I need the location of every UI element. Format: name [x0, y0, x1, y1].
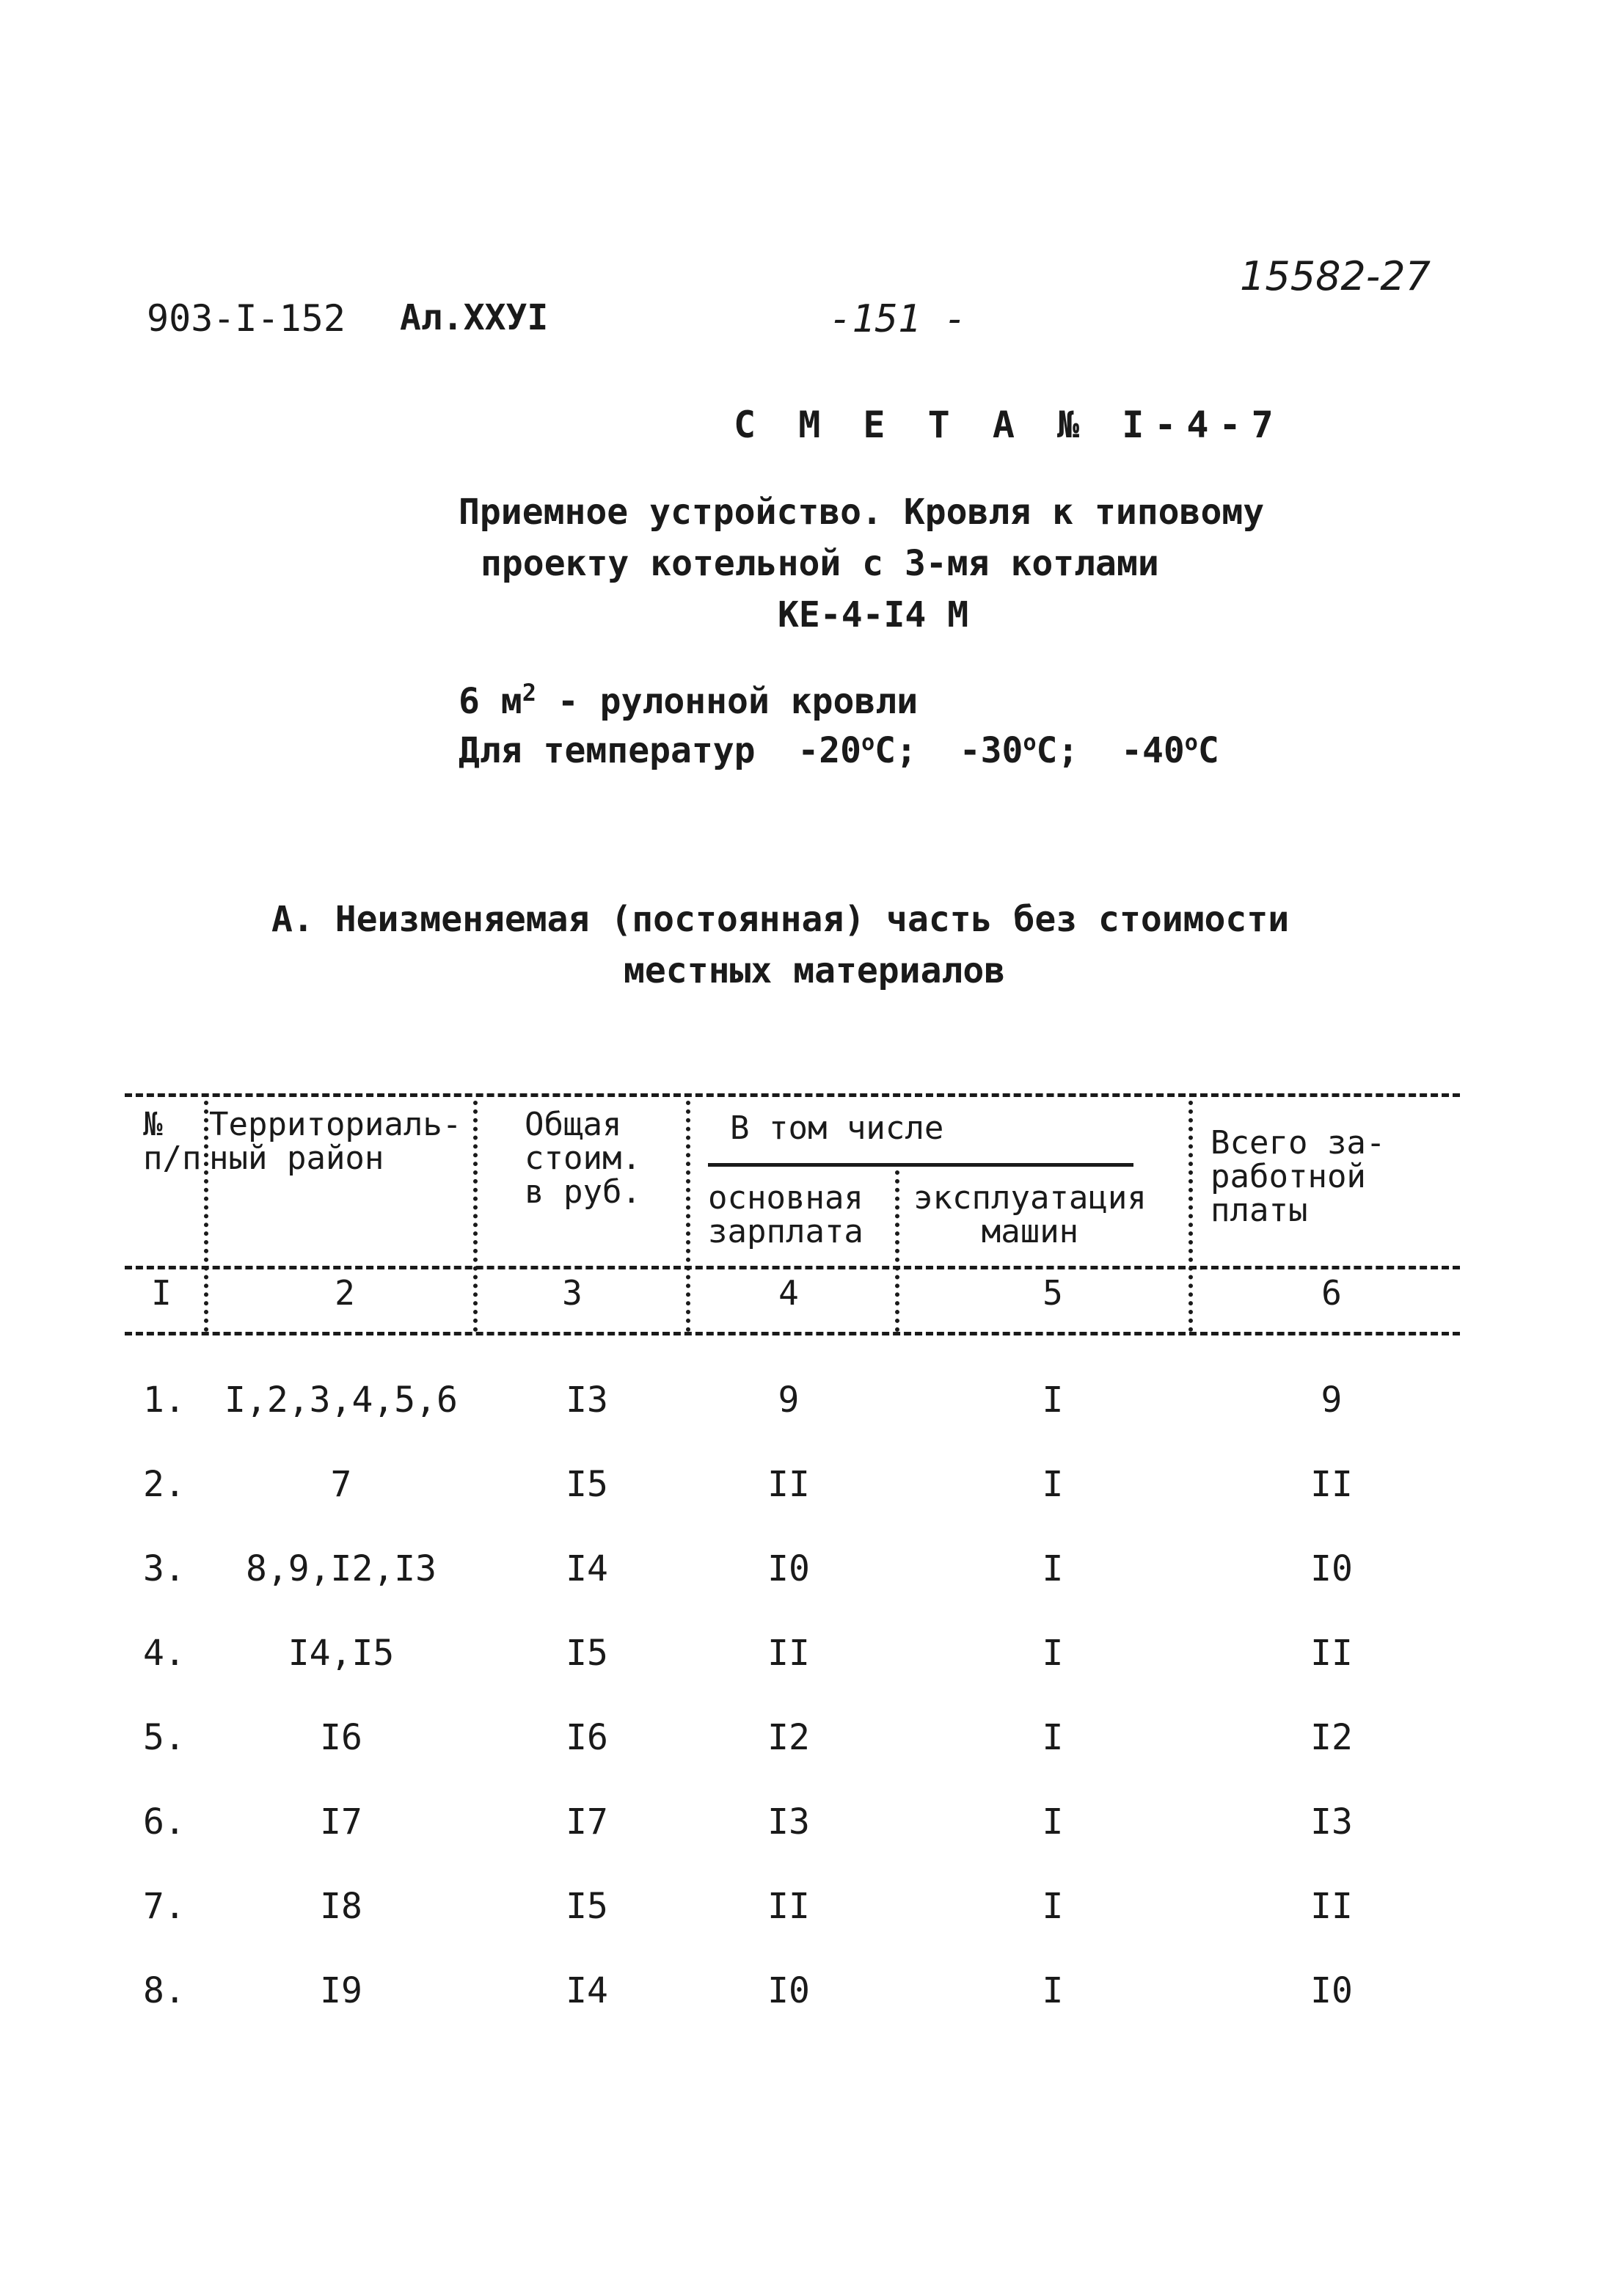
degree-mark-3: о — [1184, 730, 1198, 756]
group-header-rule — [708, 1163, 1133, 1167]
total-cost: I4 — [566, 1548, 608, 1589]
area-superscript: 2 — [522, 679, 536, 707]
region: I8 — [320, 1886, 362, 1927]
header-col3 — [525, 1108, 641, 1209]
total-wages: II — [1310, 1886, 1353, 1927]
temperature-2: -30 — [959, 730, 1023, 771]
col-separator-3 — [686, 1101, 690, 1332]
total-wages: I2 — [1310, 1717, 1353, 1758]
total-wages: II — [1310, 1633, 1353, 1674]
header-col3-line3: в руб. — [525, 1173, 641, 1211]
basic-salary: II — [767, 1633, 810, 1674]
total-cost: I5 — [566, 1886, 608, 1927]
area-line — [459, 679, 918, 722]
header-col5-line1: эксплуатация — [913, 1179, 1147, 1217]
header-col4 — [708, 1181, 863, 1249]
column-number-1: I — [151, 1273, 172, 1313]
region: I6 — [320, 1717, 362, 1758]
basic-salary: I3 — [767, 1801, 810, 1843]
row-number: 7. — [143, 1886, 186, 1927]
section-heading-line-1: А. Неизменяемая (постоянная) часть без стоимости — [271, 899, 1290, 940]
region: 7 — [330, 1464, 352, 1505]
header-col1-line2: п/п — [143, 1140, 202, 1177]
description-line-3: КЕ-4-I4 М — [778, 594, 969, 635]
header-col6-line2: работной — [1211, 1158, 1366, 1195]
row-number: 4. — [143, 1633, 186, 1674]
column-number-4: 4 — [778, 1273, 799, 1313]
col-separator-5 — [1188, 1101, 1193, 1332]
total-cost: I5 — [566, 1464, 608, 1505]
total-wages: 9 — [1321, 1380, 1343, 1421]
description-line-1: Приемное устройство. Кровля к типовому — [459, 492, 1265, 533]
header-col5-line2: машин — [981, 1213, 1079, 1250]
basic-salary: II — [767, 1886, 810, 1927]
basic-salary: 9 — [778, 1380, 800, 1421]
header-bottom-rule — [125, 1266, 1460, 1269]
machine-operation: I — [1042, 1970, 1064, 2011]
header-col4-line2: зарплата — [708, 1213, 863, 1250]
basic-salary: II — [767, 1464, 810, 1505]
row-number: 2. — [143, 1464, 186, 1505]
document-title: С М Е Т А № I-4-7 — [734, 404, 1284, 446]
region: I7 — [320, 1801, 362, 1843]
album-number: Ал.XXУI — [400, 297, 549, 338]
region: I,2,3,4,5,6 — [224, 1380, 458, 1421]
page-number: -151 - — [829, 297, 967, 341]
header-col6 — [1211, 1126, 1385, 1228]
header-group: В том числе — [730, 1109, 944, 1147]
header-col5 — [913, 1181, 1147, 1249]
row-number: 8. — [143, 1970, 186, 2011]
header-col3-line2: стоим. — [525, 1140, 641, 1177]
header-col6-line1: Всего за- — [1211, 1124, 1386, 1162]
machine-operation: I — [1042, 1801, 1064, 1843]
temperature-prefix: Для температур — [459, 730, 756, 771]
machine-operation: I — [1042, 1886, 1064, 1927]
degree-mark-2: о — [1023, 730, 1037, 756]
col-separator-2 — [473, 1101, 478, 1332]
row-number: 6. — [143, 1801, 186, 1843]
header-col4-line1: основная — [708, 1179, 863, 1217]
total-wages: II — [1310, 1464, 1353, 1505]
column-numbers-rule — [125, 1332, 1460, 1335]
machine-operation: I — [1042, 1717, 1064, 1758]
region: 8,9,I2,I3 — [245, 1548, 437, 1589]
temperature-1: -20 — [797, 730, 862, 771]
region: I9 — [320, 1970, 362, 2011]
total-cost: I4 — [566, 1970, 608, 2011]
header-col6-line3: платы — [1211, 1192, 1308, 1229]
machine-operation: I — [1042, 1464, 1064, 1505]
header-col2-line2: ный район — [209, 1140, 384, 1177]
row-number: 5. — [143, 1717, 186, 1758]
table-top-rule — [125, 1093, 1460, 1097]
total-cost: I5 — [566, 1633, 608, 1674]
degree-mark-1: о — [861, 730, 875, 756]
temperature-unit-3: С — [1197, 730, 1219, 771]
total-wages: I0 — [1310, 1970, 1353, 2011]
header-col3-line1: Общая — [525, 1106, 622, 1143]
basic-salary: I2 — [767, 1717, 810, 1758]
total-wages: I3 — [1310, 1801, 1353, 1843]
basic-salary: I0 — [767, 1970, 810, 2011]
description-line-2: проекту котельной с 3-мя котлами — [481, 543, 1159, 584]
column-number-2: 2 — [335, 1273, 355, 1313]
temperature-3: -40 — [1121, 730, 1185, 771]
header-col1-line1: № — [143, 1106, 163, 1143]
column-number-3: 3 — [562, 1273, 583, 1313]
machine-operation: I — [1042, 1380, 1064, 1421]
document-stamp: 15582-27 — [1240, 253, 1431, 299]
header-col2-line1: Территориаль- — [209, 1106, 462, 1143]
row-number: 1. — [143, 1380, 186, 1421]
temperature-unit-2: С; — [1036, 730, 1079, 771]
machine-operation: I — [1042, 1633, 1064, 1674]
area-rest: - рулонной кровли — [536, 681, 919, 722]
header-col2 — [209, 1108, 461, 1176]
column-number-5: 5 — [1043, 1273, 1063, 1313]
section-heading-line-2: местных материалов — [624, 950, 1006, 991]
header-col1 — [143, 1108, 201, 1176]
area-value: 6 м — [459, 681, 522, 722]
total-wages: I0 — [1310, 1548, 1353, 1589]
basic-salary: I0 — [767, 1548, 810, 1589]
machine-operation: I — [1042, 1548, 1064, 1589]
total-cost: I7 — [566, 1801, 608, 1843]
total-cost: I6 — [566, 1717, 608, 1758]
column-number-6: 6 — [1321, 1273, 1342, 1313]
document-code: 903-I-152 — [147, 297, 346, 340]
temperature-unit-1: С; — [874, 730, 917, 771]
total-cost: I3 — [566, 1380, 608, 1421]
row-number: 3. — [143, 1548, 186, 1589]
col-separator-4 — [895, 1170, 899, 1332]
region: I4,I5 — [288, 1633, 395, 1674]
col-separator-1 — [204, 1101, 208, 1332]
temperature-line — [459, 730, 1219, 771]
